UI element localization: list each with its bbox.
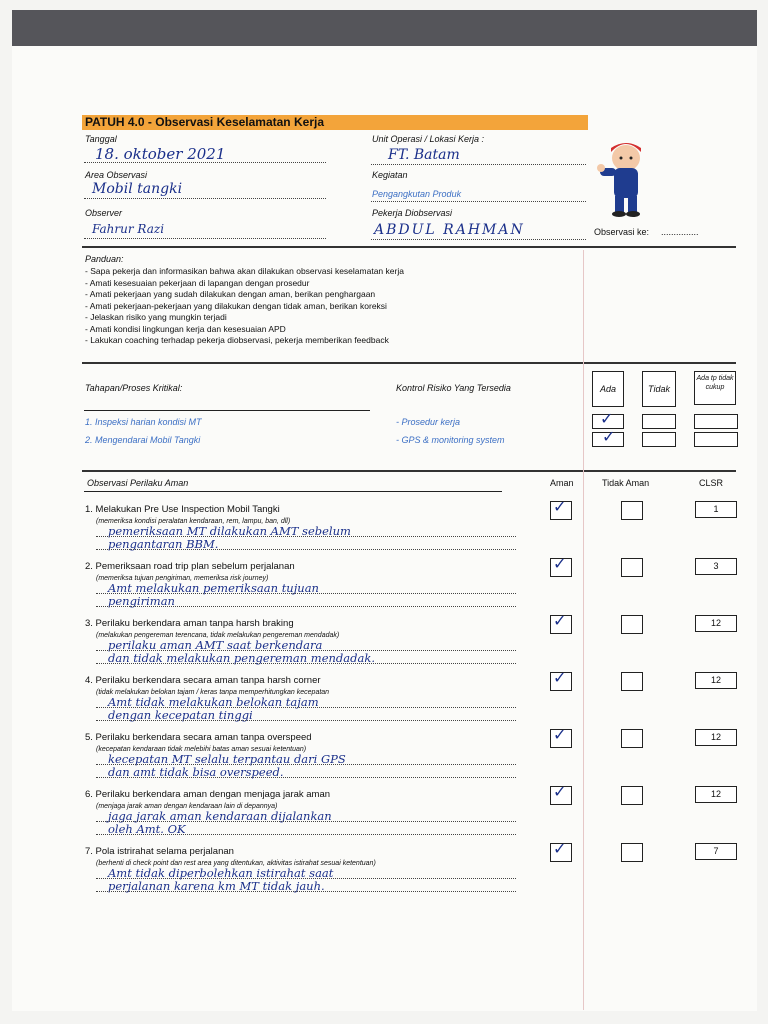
item-title: 3. Perilaku berkendara aman tanpa harsh braking xyxy=(85,618,294,629)
item-note-line-2: dengan kecepatan tinggi xyxy=(108,708,253,722)
tidak-aman-header: Tidak Aman xyxy=(602,478,650,488)
tidak-aman-checkbox[interactable] xyxy=(621,615,643,634)
scan-artifact-line xyxy=(583,250,584,1010)
area-observasi-value: Mobil tangki xyxy=(92,181,183,197)
aman-check-mark: ✓ xyxy=(553,497,567,516)
tidak-aman-checkbox[interactable] xyxy=(621,729,643,748)
item-note-line-2: dan tidak melakukan pengereman mendadak. xyxy=(108,651,375,665)
clsr-box: 12 xyxy=(695,672,737,689)
kegiatan-line xyxy=(371,201,586,202)
kegiatan-label: Kegiatan xyxy=(372,170,408,180)
item-note-line-2: pengantaran BBM. xyxy=(108,537,219,551)
area-observasi-label: Area Observasi xyxy=(85,170,148,180)
observer-label: Observer xyxy=(85,208,123,218)
pekerja-line xyxy=(371,239,586,240)
item-title: 2. Pemeriksaan road trip plan sebelum perjalanan xyxy=(85,561,295,572)
separator-2 xyxy=(82,362,736,364)
observasi-ke-value: ............... xyxy=(661,227,699,237)
clsr-box: 7 xyxy=(695,843,737,860)
item-subtitle: (memeriksa kondisi peralatan kendaraan, rem, lampu, ban, dll) xyxy=(96,518,291,525)
item-note-rule-2 xyxy=(96,720,516,721)
item-note-line-1: Amt tidak diperbolehkan istirahat saat xyxy=(108,866,334,880)
tanggal-line xyxy=(84,162,326,163)
panduan-item: - Jelaskan risiko yang mungkin terjadi xyxy=(85,312,227,322)
item-subtitle: (melakukan pengereman terencana, tidak melakukan pengereman mendadak) xyxy=(96,632,340,639)
panduan-item: - Amati kesesuaian pekerjaan di lapangan dengan prosedur xyxy=(85,277,310,288)
item-note-line-2: perjalanan karena km MT tidak jauh. xyxy=(108,879,325,893)
item-note-rule-2 xyxy=(96,663,516,664)
area-line xyxy=(84,198,326,199)
tahapan-2: 2. Mengendarai Mobil Tangki xyxy=(85,435,201,445)
item-title: 4. Perilaku berkendara secara aman tanpa harsh corner xyxy=(85,675,321,686)
item-title: 5. Perilaku berkendara secara aman tanpa overspeed xyxy=(85,732,312,743)
panduan-heading: Panduan: xyxy=(85,254,124,264)
cukup-checkbox-1[interactable] xyxy=(694,414,738,429)
item-note-rule-2 xyxy=(96,606,516,607)
tahapan-label: Tahapan/Proses Kritikal: xyxy=(85,383,183,393)
clsr-box: 12 xyxy=(695,615,737,632)
item-note-line-1: Amt tidak melakukan belokan tajam xyxy=(108,695,319,709)
unit-operasi-label: Unit Operasi / Lokasi Kerja : xyxy=(372,134,485,144)
observasi-ke-label: Observasi ke: xyxy=(594,227,650,237)
panduan-item: - Lakukan coaching terhadap pekerja diobservasi, pekerja memberikan feedback xyxy=(85,335,389,345)
separator-3 xyxy=(82,470,736,472)
item-note-rule-2 xyxy=(96,891,516,892)
aman-check-mark: ✓ xyxy=(553,725,567,744)
panduan-item: - Sapa pekerja dan informasikan bahwa akan dilakukan observasi keselamatan kerja xyxy=(85,266,404,276)
aman-check-mark: ✓ xyxy=(553,611,567,630)
ada-check-2: ✓ xyxy=(602,427,616,446)
unit-line xyxy=(371,164,586,165)
panduan-item: - Amati pekerjaan yang sudah dilakukan dengan aman, berikan penghargaan xyxy=(85,289,376,299)
item-note-line-1: Amt melakukan pemeriksaan tujuan xyxy=(108,581,319,595)
perilaku-heading-underline xyxy=(84,491,502,492)
item-subtitle: (tidak melakukan belokan tajam / keras tanpa memperhitungkan kecepatan xyxy=(96,689,330,696)
item-note-line-1: jaga jarak aman kendaraan dijalankan xyxy=(108,809,332,823)
kegiatan-value: Pengangkutan Produk xyxy=(372,189,462,199)
clsr-box: 12 xyxy=(695,786,737,803)
item-note-line-2: pengiriman xyxy=(108,594,175,608)
clsr-header: CLSR xyxy=(699,478,724,488)
pekerja-label: Pekerja Diobservasi xyxy=(372,208,453,218)
item-note-rule-2 xyxy=(96,834,516,835)
tidak-aman-checkbox[interactable] xyxy=(621,786,643,805)
kontrol-1: - Prosedur kerja xyxy=(396,417,461,427)
pekerja-value: ABDUL RAHMAN xyxy=(374,222,525,238)
ada-header: Ada xyxy=(592,371,624,407)
panduan-item: - Amati kondisi lingkungan kerja dan kesesuaian APD xyxy=(85,323,286,334)
aman-check-mark: ✓ xyxy=(553,782,567,801)
kontrol-2: - GPS & monitoring system xyxy=(396,435,505,445)
scanner-top-bar xyxy=(12,10,757,46)
tanggal-label: Tanggal xyxy=(85,134,117,144)
item-note-line-2: oleh Amt. OK xyxy=(108,822,186,836)
tidak-checkbox-1[interactable] xyxy=(642,414,676,429)
observer-value: Fahrur Razi xyxy=(92,222,165,236)
ada-tidak-cukup-header: Ada tp tidak cukup xyxy=(694,371,736,405)
clsr-box: 12 xyxy=(695,729,737,746)
aman-header: Aman xyxy=(550,478,574,488)
kontrol-label: Kontrol Risiko Yang Tersedia xyxy=(396,383,511,393)
tidak-checkbox-2[interactable] xyxy=(642,432,676,447)
tahapan-underline xyxy=(84,410,370,411)
item-subtitle: (kecepatan kendaraan tidak melebihi batas aman sesuai ketentuan) xyxy=(96,746,307,753)
unit-operasi-value: FT. Batam xyxy=(388,147,460,163)
item-title: 6. Perilaku berkendara aman dengan menjaga jarak aman xyxy=(85,789,331,800)
mascot-illustration xyxy=(596,138,656,220)
clsr-box: 1 xyxy=(695,501,737,518)
separator-1 xyxy=(82,246,736,248)
item-subtitle: (menjaga jarak aman dengan kendaraan lain di depannya) xyxy=(96,803,278,810)
item-note-line-1: kecepatan MT selalu terpantau dari GPS xyxy=(108,752,346,766)
tidak-header: Tidak xyxy=(642,371,676,407)
tidak-aman-checkbox[interactable] xyxy=(621,843,643,862)
tidak-aman-checkbox[interactable] xyxy=(621,501,643,520)
tahapan-1: 1. Inspeksi harian kondisi MT xyxy=(85,417,202,427)
tidak-aman-checkbox[interactable] xyxy=(621,558,643,577)
form-title: PATUH 4.0 - Observasi Keselamatan Kerja xyxy=(85,115,324,129)
tanggal-value: 18. oktober 2021 xyxy=(95,145,226,163)
item-note-line-2: dan amt tidak bisa overspeed. xyxy=(108,765,284,779)
panduan-list xyxy=(85,266,725,347)
ada-check-1: ✓ xyxy=(600,409,614,428)
item-subtitle: (berhenti di check point dan rest area yang ditentukan, aktivitas istirahat sesuai ketentuan) xyxy=(96,860,376,867)
item-title: 1. Melakukan Pre Use Inspection Mobil Tangki xyxy=(85,504,280,515)
item-subtitle: (memeriksa tujuan pengiriman, memeriksa risk journey) xyxy=(96,575,269,582)
perilaku-heading: Observasi Perilaku Aman xyxy=(87,478,189,488)
aman-check-mark: ✓ xyxy=(553,668,567,687)
cukup-checkbox-2[interactable] xyxy=(694,432,738,447)
aman-check-mark: ✓ xyxy=(553,554,567,573)
item-note-line-1: pemeriksaan MT dilakukan AMT sebelum xyxy=(108,524,351,538)
observer-line xyxy=(84,238,326,239)
panduan-item: - Amati pekerjaan-pekerjaan yang dilakukan dengan tidak aman, berikan koreksi xyxy=(85,300,387,311)
item-note-line-1: perilaku aman AMT saat berkendara xyxy=(108,638,323,652)
aman-check-mark: ✓ xyxy=(553,839,567,858)
item-title: 7. Pola istrirahat selama perjalanan xyxy=(85,846,234,857)
tidak-aman-checkbox[interactable] xyxy=(621,672,643,691)
item-note-rule-2 xyxy=(96,549,516,550)
item-note-rule-2 xyxy=(96,777,516,778)
clsr-box: 3 xyxy=(695,558,737,575)
